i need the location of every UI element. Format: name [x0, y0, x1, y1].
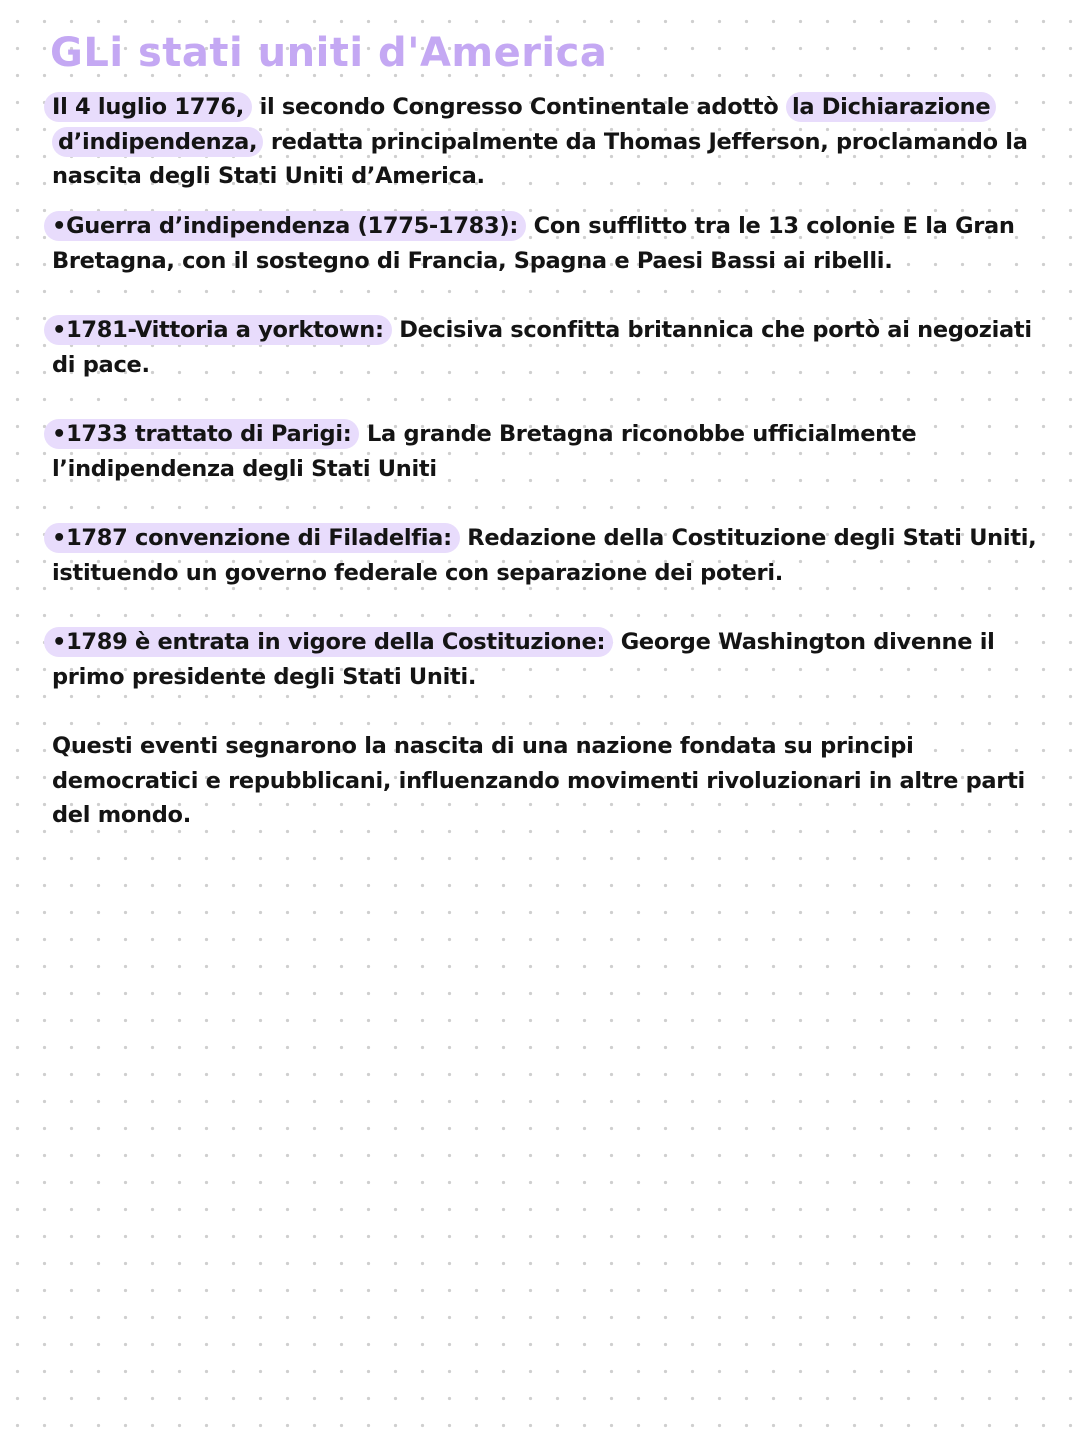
- event-item-war: [52, 209, 1042, 278]
- event-body: Con sufflitto tra le 13 colonie E la Gran Bretagna, con il sostegno di Francia, Spagna e Paesi Bassi ai ribelli.: [52, 213, 1015, 274]
- event-body: La grande Bretagna riconobbe ufficialmente l’indipendenza degli Stati Uniti: [52, 421, 917, 482]
- declaration-highlight: la Dichiarazione d’indipendenza,: [52, 92, 996, 157]
- event-heading: •1789 è entrata in vigore della Costituzione:: [44, 627, 613, 657]
- event-body: George Washington divenne il primo presidente degli Stati Uniti.: [52, 629, 995, 690]
- event-item-constitution: [52, 625, 1042, 694]
- event-heading: •1733 trattato di Parigi:: [44, 419, 359, 449]
- event-item-paris: [52, 417, 1042, 486]
- event-item-philadelphia: [52, 521, 1042, 590]
- intro-date-highlight: Il 4 luglio 1776,: [44, 92, 252, 122]
- conclusion-paragraph: Questi eventi segnarono la nascita di una nazione fondata su principi democratici e repubblicani, influenzando movimenti rivoluzionari in altre parti del mondo.: [52, 733, 1025, 828]
- event-item-yorktown: [52, 313, 1042, 382]
- intro-text-1: il secondo Congresso Continentale adottò: [252, 94, 786, 120]
- event-heading: •1787 convenzione di Filadelfia:: [44, 523, 460, 553]
- event-heading: •Guerra d’indipendenza (1775-1783):: [44, 211, 526, 241]
- event-body: Redazione della Costituzione degli Stati Uniti, istituendo un governo federale con separazione dei poteri.: [52, 525, 1037, 586]
- intro-paragraph: [52, 90, 1042, 194]
- event-body: Decisiva sconfitta britannica che portò ai negoziati di pace.: [52, 317, 1032, 378]
- page-title: GLi stati uniti d'America: [50, 30, 608, 76]
- intro-text-2: redatta principalmente da Thomas Jefferson, proclamando la nascita degli Stati Uniti d’America.: [52, 128, 1028, 189]
- event-heading: •1781-Vittoria a yorktown:: [44, 315, 392, 345]
